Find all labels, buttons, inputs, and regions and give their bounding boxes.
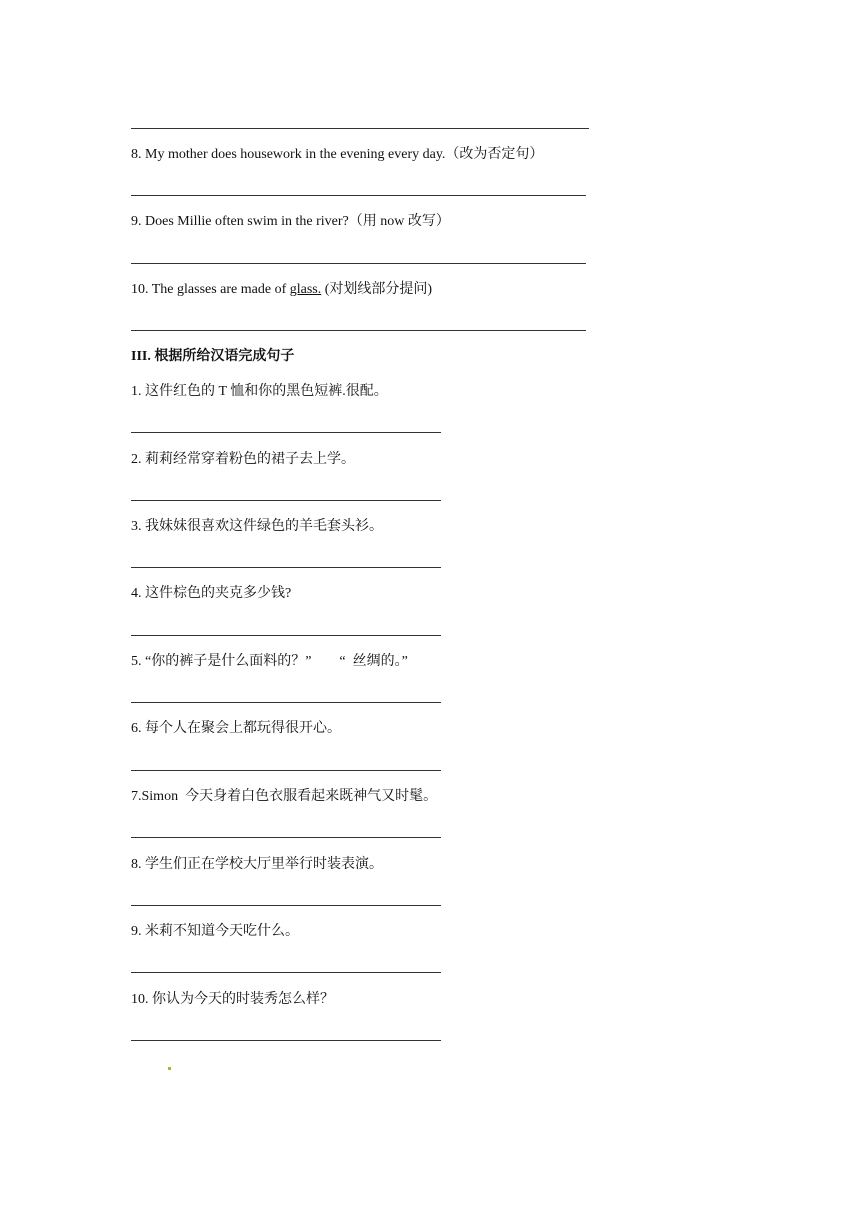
question-number: 10. <box>131 282 149 297</box>
item-number: 7. <box>131 789 142 804</box>
question-instruction: (对划线部分提问) <box>321 282 433 297</box>
question-number: 9. <box>131 214 142 229</box>
underlined-word: glass. <box>289 282 322 297</box>
question-text: My mother does housework in the evening every day. <box>145 147 446 162</box>
translate-item-7 <box>131 788 437 806</box>
translate-item-2 <box>131 451 355 469</box>
decorative-dot <box>168 1067 171 1070</box>
question-instruction: （用 now 改写） <box>348 214 450 229</box>
translate-item-5 <box>131 653 408 671</box>
item-text: 这件棕色的夹克多少钱? <box>145 586 292 601</box>
section-heading: III. 根据所给汉语完成句子 <box>131 349 295 364</box>
answer-line-8[interactable] <box>131 195 586 196</box>
item-number: 9. <box>131 924 142 939</box>
question-number: 8. <box>131 147 142 162</box>
answer-line-s3-6[interactable] <box>131 770 441 771</box>
question-10 <box>131 281 432 299</box>
translate-item-8 <box>131 856 383 874</box>
item-number: 10. <box>131 992 149 1007</box>
answer-line-s3-4[interactable] <box>131 635 441 636</box>
item-number: 5. <box>131 654 142 669</box>
item-text: Simon 今天身着白色衣服看起来既神气又时髦。 <box>141 789 438 804</box>
item-text: 米莉不知道今天吃什么。 <box>145 924 299 939</box>
translate-item-1 <box>131 383 388 401</box>
answer-line-s3-8[interactable] <box>131 905 441 906</box>
answer-line-s3-1[interactable] <box>131 432 441 433</box>
answer-line-s3-5[interactable] <box>131 702 441 703</box>
question-9 <box>131 213 450 231</box>
item-text: 学生们正在学校大厅里举行时装表演。 <box>145 857 383 872</box>
question-text: The glasses are made of <box>151 282 290 297</box>
item-text: “你的裤子是什么面料的？” “ 丝绸的。” <box>145 654 408 669</box>
answer-line-9[interactable] <box>131 263 586 264</box>
item-text: 这件红色的 T 恤和你的黑色短裤.很配。 <box>145 384 388 399</box>
translate-item-3 <box>131 518 383 536</box>
answer-line-10[interactable] <box>131 330 586 331</box>
translate-item-4 <box>131 585 291 603</box>
answer-line-s3-2[interactable] <box>131 500 441 501</box>
question-instruction: （改为否定句） <box>445 147 544 162</box>
item-text: 每个人在聚会上都玩得很开心。 <box>145 721 341 736</box>
item-number: 1. <box>131 384 142 399</box>
answer-line-s3-3[interactable] <box>131 567 441 568</box>
item-number: 4. <box>131 586 142 601</box>
item-text: 我妹妹很喜欢这件绿色的羊毛套头衫。 <box>145 519 383 534</box>
answer-line-s3-10[interactable] <box>131 1040 441 1041</box>
item-text: 莉莉经常穿着粉色的裙子去上学。 <box>145 452 355 467</box>
question-8 <box>131 146 543 164</box>
translate-item-9 <box>131 923 299 941</box>
item-number: 6. <box>131 721 142 736</box>
answer-line-7[interactable] <box>131 128 589 129</box>
answer-line-s3-7[interactable] <box>131 837 441 838</box>
item-number: 8. <box>131 857 142 872</box>
item-text: 你认为今天的时装秀怎么样？ <box>152 992 334 1007</box>
item-number: 3. <box>131 519 142 534</box>
question-text: Does Millie often swim in the river? <box>145 214 349 229</box>
answer-line-s3-9[interactable] <box>131 972 441 973</box>
item-number: 2. <box>131 452 142 467</box>
translate-item-10 <box>131 991 334 1009</box>
translate-item-6 <box>131 720 341 738</box>
